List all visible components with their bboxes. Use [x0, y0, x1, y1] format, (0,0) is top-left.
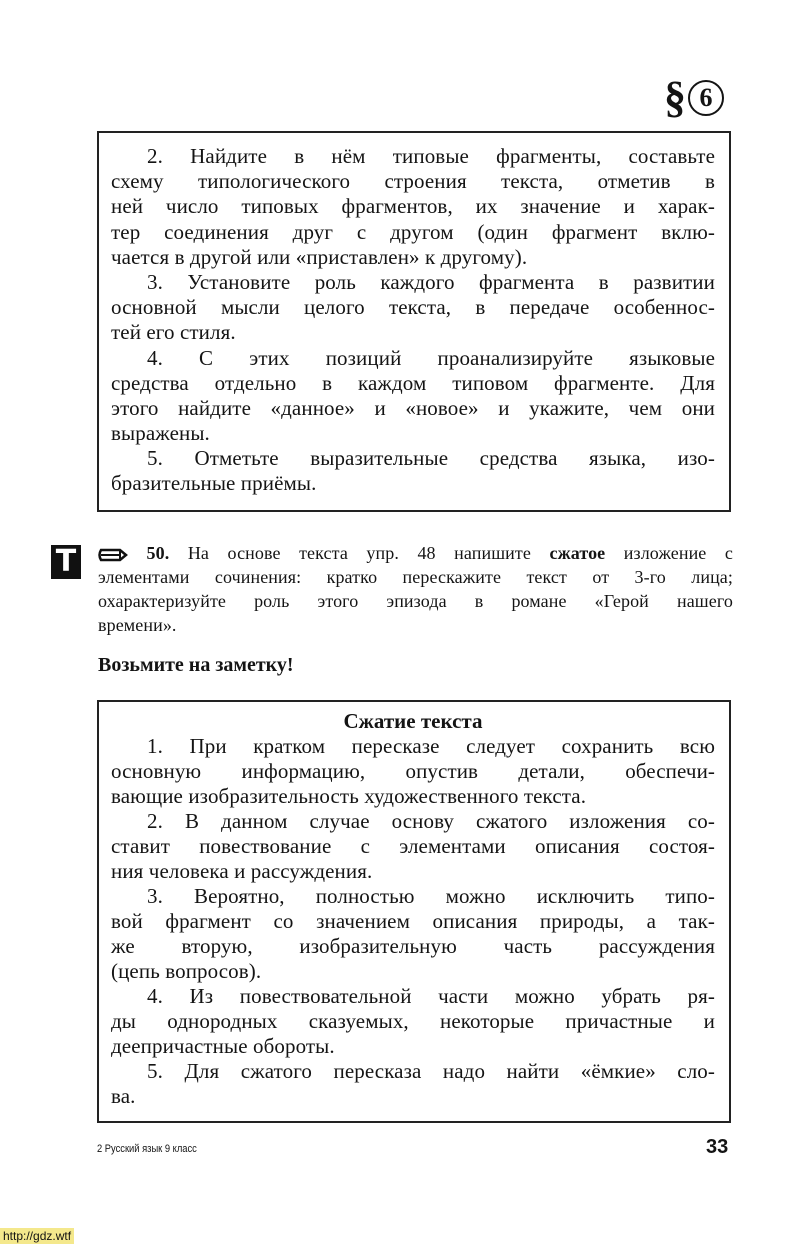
text-line: бразительные приёмы.	[111, 471, 317, 496]
text-line: 5. Отметьте выразительные средства языка, изо-	[147, 446, 715, 471]
text-line: схему типологического строения текста, отметив в	[111, 169, 715, 194]
text-line: ва.	[111, 1084, 136, 1108]
text-line: основную информацию, опустив детали, обеспечи-	[111, 759, 715, 783]
text-line: деепричастные обороты.	[111, 1034, 335, 1058]
exercise-50	[98, 541, 733, 637]
text-line: 5. Для сжатого пересказа надо найти «ёмкие» сло-	[147, 1059, 715, 1083]
text-line: 2. Найдите в нём типовые фрагменты, составьте	[147, 144, 715, 168]
exercise-text: изложение с	[605, 543, 733, 563]
pencil-icon	[98, 547, 128, 563]
text-line: средства отдельно в каждом типовом фрагменте. Для	[111, 370, 715, 395]
text-line: ней число типовых фрагментов, их значение и харак-	[111, 194, 715, 219]
text-line: 4. Из повествовательной части можно убрать ря-	[147, 984, 715, 1008]
text-line: 4. С этих позиций проанализируйте языковые	[147, 345, 715, 370]
text-line: чается в другой или «приставлен» к другому).	[111, 244, 528, 269]
text-line: ния человека и рассуждения.	[111, 859, 373, 883]
instructions-box	[97, 131, 731, 512]
text-line: тей его стиля.	[111, 320, 236, 345]
page-number: 33	[706, 1136, 729, 1158]
text-line: основной мысли целого текста, в передаче особеннос-	[111, 295, 715, 320]
watermark-link[interactable]: http://gdz.wtf	[0, 1228, 74, 1244]
text-line: времени».	[98, 615, 177, 635]
text-line: 1. При кратком пересказе следует сохранить всю	[147, 734, 715, 758]
text-line: элементами сочинения: кратко перескажите текст от 3-го лица;	[98, 567, 733, 587]
exercise-text: На основе текста упр. 48 напишите	[169, 543, 550, 563]
exercise-bold-word: сжатое	[549, 543, 606, 563]
text-line: охарактеризуйте роль этого эпизода в романе «Герой нашего	[98, 591, 733, 611]
text-line: выражены.	[111, 421, 210, 446]
text-line: ды однородных сказуемых, некоторые причастные и	[111, 1009, 715, 1033]
text-line: 3. Вероятно, полностью можно исключить типо-	[147, 884, 715, 908]
section-marker	[664, 73, 724, 122]
section-sign: §	[664, 73, 686, 122]
text-line: вающие изобразительность художественного текста.	[111, 784, 587, 808]
note-heading: Возьмите на заметку!	[98, 654, 294, 676]
text-line: 3. Установите роль каждого фрагмента в развитии	[147, 269, 715, 294]
text-compression-box	[97, 700, 731, 1123]
text-line: же вторую, изобразительную часть рассуждения	[111, 934, 715, 958]
section-number: 6	[688, 80, 724, 116]
text-line: ставит повествование с элементами описания состоя-	[111, 834, 715, 858]
text-line: тер соединения друг с другом (один фрагмент вклю-	[111, 219, 715, 244]
text-line: (цепь вопросов).	[111, 959, 262, 983]
exercise-number: 50.	[146, 543, 170, 563]
text-line: 2. В данном случае основу сжатого изложения со-	[147, 809, 715, 833]
box-title: Сжатие текста	[343, 709, 483, 733]
text-line: вой фрагмент со значением описания природы, а так-	[111, 909, 715, 933]
exercise-line	[98, 541, 733, 565]
footer-signature: 2 Русский язык 9 класс	[97, 1143, 197, 1155]
t-marker-icon: Т	[51, 545, 81, 579]
text-line: этого найдите «данное» и «новое» и укажите, чем они	[111, 395, 715, 420]
